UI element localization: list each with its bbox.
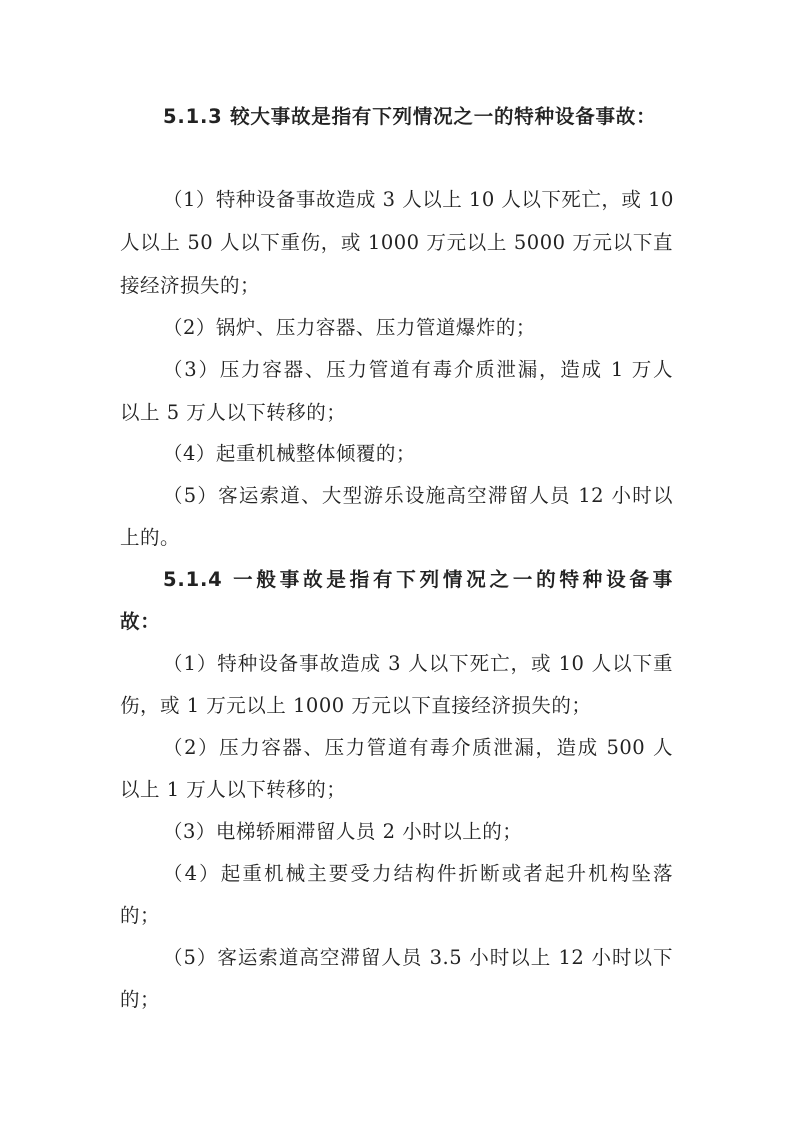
section-513-item-5-line-2: 上的。 bbox=[120, 526, 181, 549]
section-514-item-4-line-2: 的； bbox=[120, 904, 161, 927]
section-514-item-3-line-1: （3）电梯轿厢滞留人员 2 小时以上的； bbox=[163, 820, 523, 843]
section-513-item-1-line-1: （1）特种设备事故造成 3 人以上 10 人以下死亡，或 10 bbox=[163, 188, 674, 211]
section-514-item-5-line-2: 的； bbox=[120, 988, 161, 1011]
section-514-item-2-line-2: 以上 1 万人以下转移的； bbox=[120, 778, 347, 801]
section-514-heading-line-1: 5.1.4 一般事故是指有下列情况之一的特种设备事 bbox=[163, 568, 673, 591]
section-513-item-1-line-2: 人以上 50 人以下重伤，或 1000 万元以上 5000 万元以下直 bbox=[120, 231, 673, 254]
section-514-heading-line-2: 故： bbox=[120, 610, 161, 633]
section-513-item-2-line-1: （2）锅炉、压力容器、压力管道爆炸的； bbox=[163, 316, 536, 339]
section-513-item-3-line-1: （3）压力容器、压力管道有毒介质泄漏，造成 1 万人 bbox=[163, 358, 673, 381]
section-514-item-4-line-1: （4）起重机械主要受力结构件折断或者起升机构坠落 bbox=[163, 862, 673, 885]
section-513-item-5-line-1: （5）客运索道、大型游乐设施高空滞留人员 12 小时以 bbox=[163, 484, 673, 507]
section-513-item-4-line-1: （4）起重机械整体倾覆的； bbox=[163, 442, 416, 465]
section-514-item-2-line-1: （2）压力容器、压力管道有毒介质泄漏，造成 500 人 bbox=[163, 736, 673, 759]
section-514-item-1-line-1: （1）特种设备事故造成 3 人以下死亡，或 10 人以下重 bbox=[163, 652, 673, 675]
section-513-item-1-line-3: 接经济损失的； bbox=[120, 274, 261, 297]
section-513-heading: 5.1.3 较大事故是指有下列情况之一的特种设备事故： bbox=[163, 105, 657, 128]
section-513-item-3-line-2: 以上 5 万人以下转移的； bbox=[120, 401, 347, 424]
section-514-item-1-line-2: 伤，或 1 万元以上 1000 万元以下直接经济损失的； bbox=[120, 694, 592, 717]
section-514-item-5-line-1: （5）客运索道高空滞留人员 3.5 小时以上 12 小时以下 bbox=[163, 946, 673, 969]
